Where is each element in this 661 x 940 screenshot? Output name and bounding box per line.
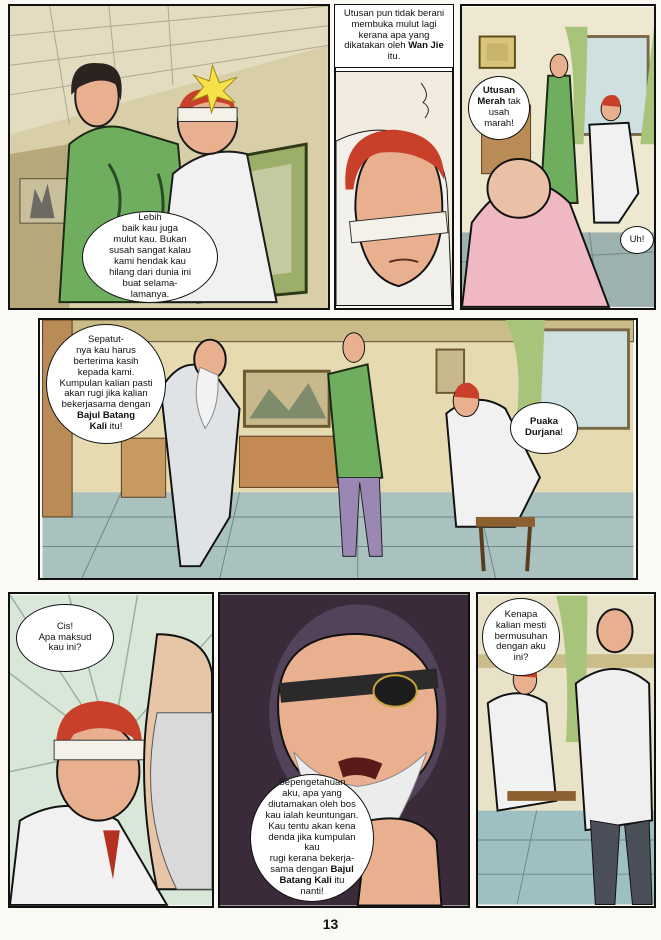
speech-bubble [82, 211, 218, 303]
speech-text: Sepengetahuan aku, apa yang diutamakan oleh bos kau ialah keuntungan. Kau tentu akan kena denda jika kumpulan kau rugi kerana bekerja- sama dengan [265, 776, 359, 876]
narration-caption [334, 4, 454, 68]
speech-text: Lebih baik kau juga mulut kau. Bukan susah sangat kalau kami hendak kau hilang dari dunia ini buat selama- lamanya. [109, 212, 191, 300]
speech-text-end: itu nanti! [300, 875, 345, 898]
caption-text: Utusan pun tidak berani membuka mulut lagi kerana apa yang dikatakan oleh [343, 7, 445, 52]
caption-name: Wan Jie [408, 40, 444, 52]
panel-6 [218, 592, 470, 908]
speech-text-end: ! [560, 427, 563, 438]
speech-name: Bajul Batang Kali [76, 410, 136, 433]
speech-bubble [16, 604, 114, 672]
panel-1 [8, 4, 330, 310]
speech-text: Sepatut- nya kau harus berterima kasih kepada kami. Kumpulan kalian pasti akan rugi jika kalian bekerjasama dengan [59, 333, 153, 411]
speech-bubble [468, 76, 530, 140]
panel-3-art [462, 6, 654, 308]
panel-3 [460, 4, 656, 310]
speech-bubble [482, 598, 560, 676]
panel-7 [476, 592, 656, 908]
speech-text-end: itu! [107, 421, 123, 433]
speech-name: Bajul Batang Kali [279, 864, 354, 887]
speech-text: Kenapa kalian mesti bermusuhan dengan aku ini? [494, 608, 548, 664]
panel-5 [8, 592, 214, 908]
speech-bubble [46, 324, 166, 444]
speech-bubble [250, 774, 374, 902]
speech-bubble-small [620, 226, 654, 254]
speech-name: Puaka Durjana [524, 416, 561, 438]
speech-text: Uh! [629, 233, 645, 245]
panel-4 [38, 318, 638, 580]
caption-text-end: itu. [387, 51, 401, 63]
speech-bubble-small [510, 402, 578, 454]
page-number: 13 [322, 916, 339, 932]
panel-2 [334, 40, 454, 310]
speech-text: Cis! Apa maksud kau ini? [38, 620, 92, 654]
speech-name: Utusan Merah [477, 85, 516, 108]
panel-2-art [336, 42, 452, 308]
speech-text: tak usah marah! [484, 96, 521, 129]
